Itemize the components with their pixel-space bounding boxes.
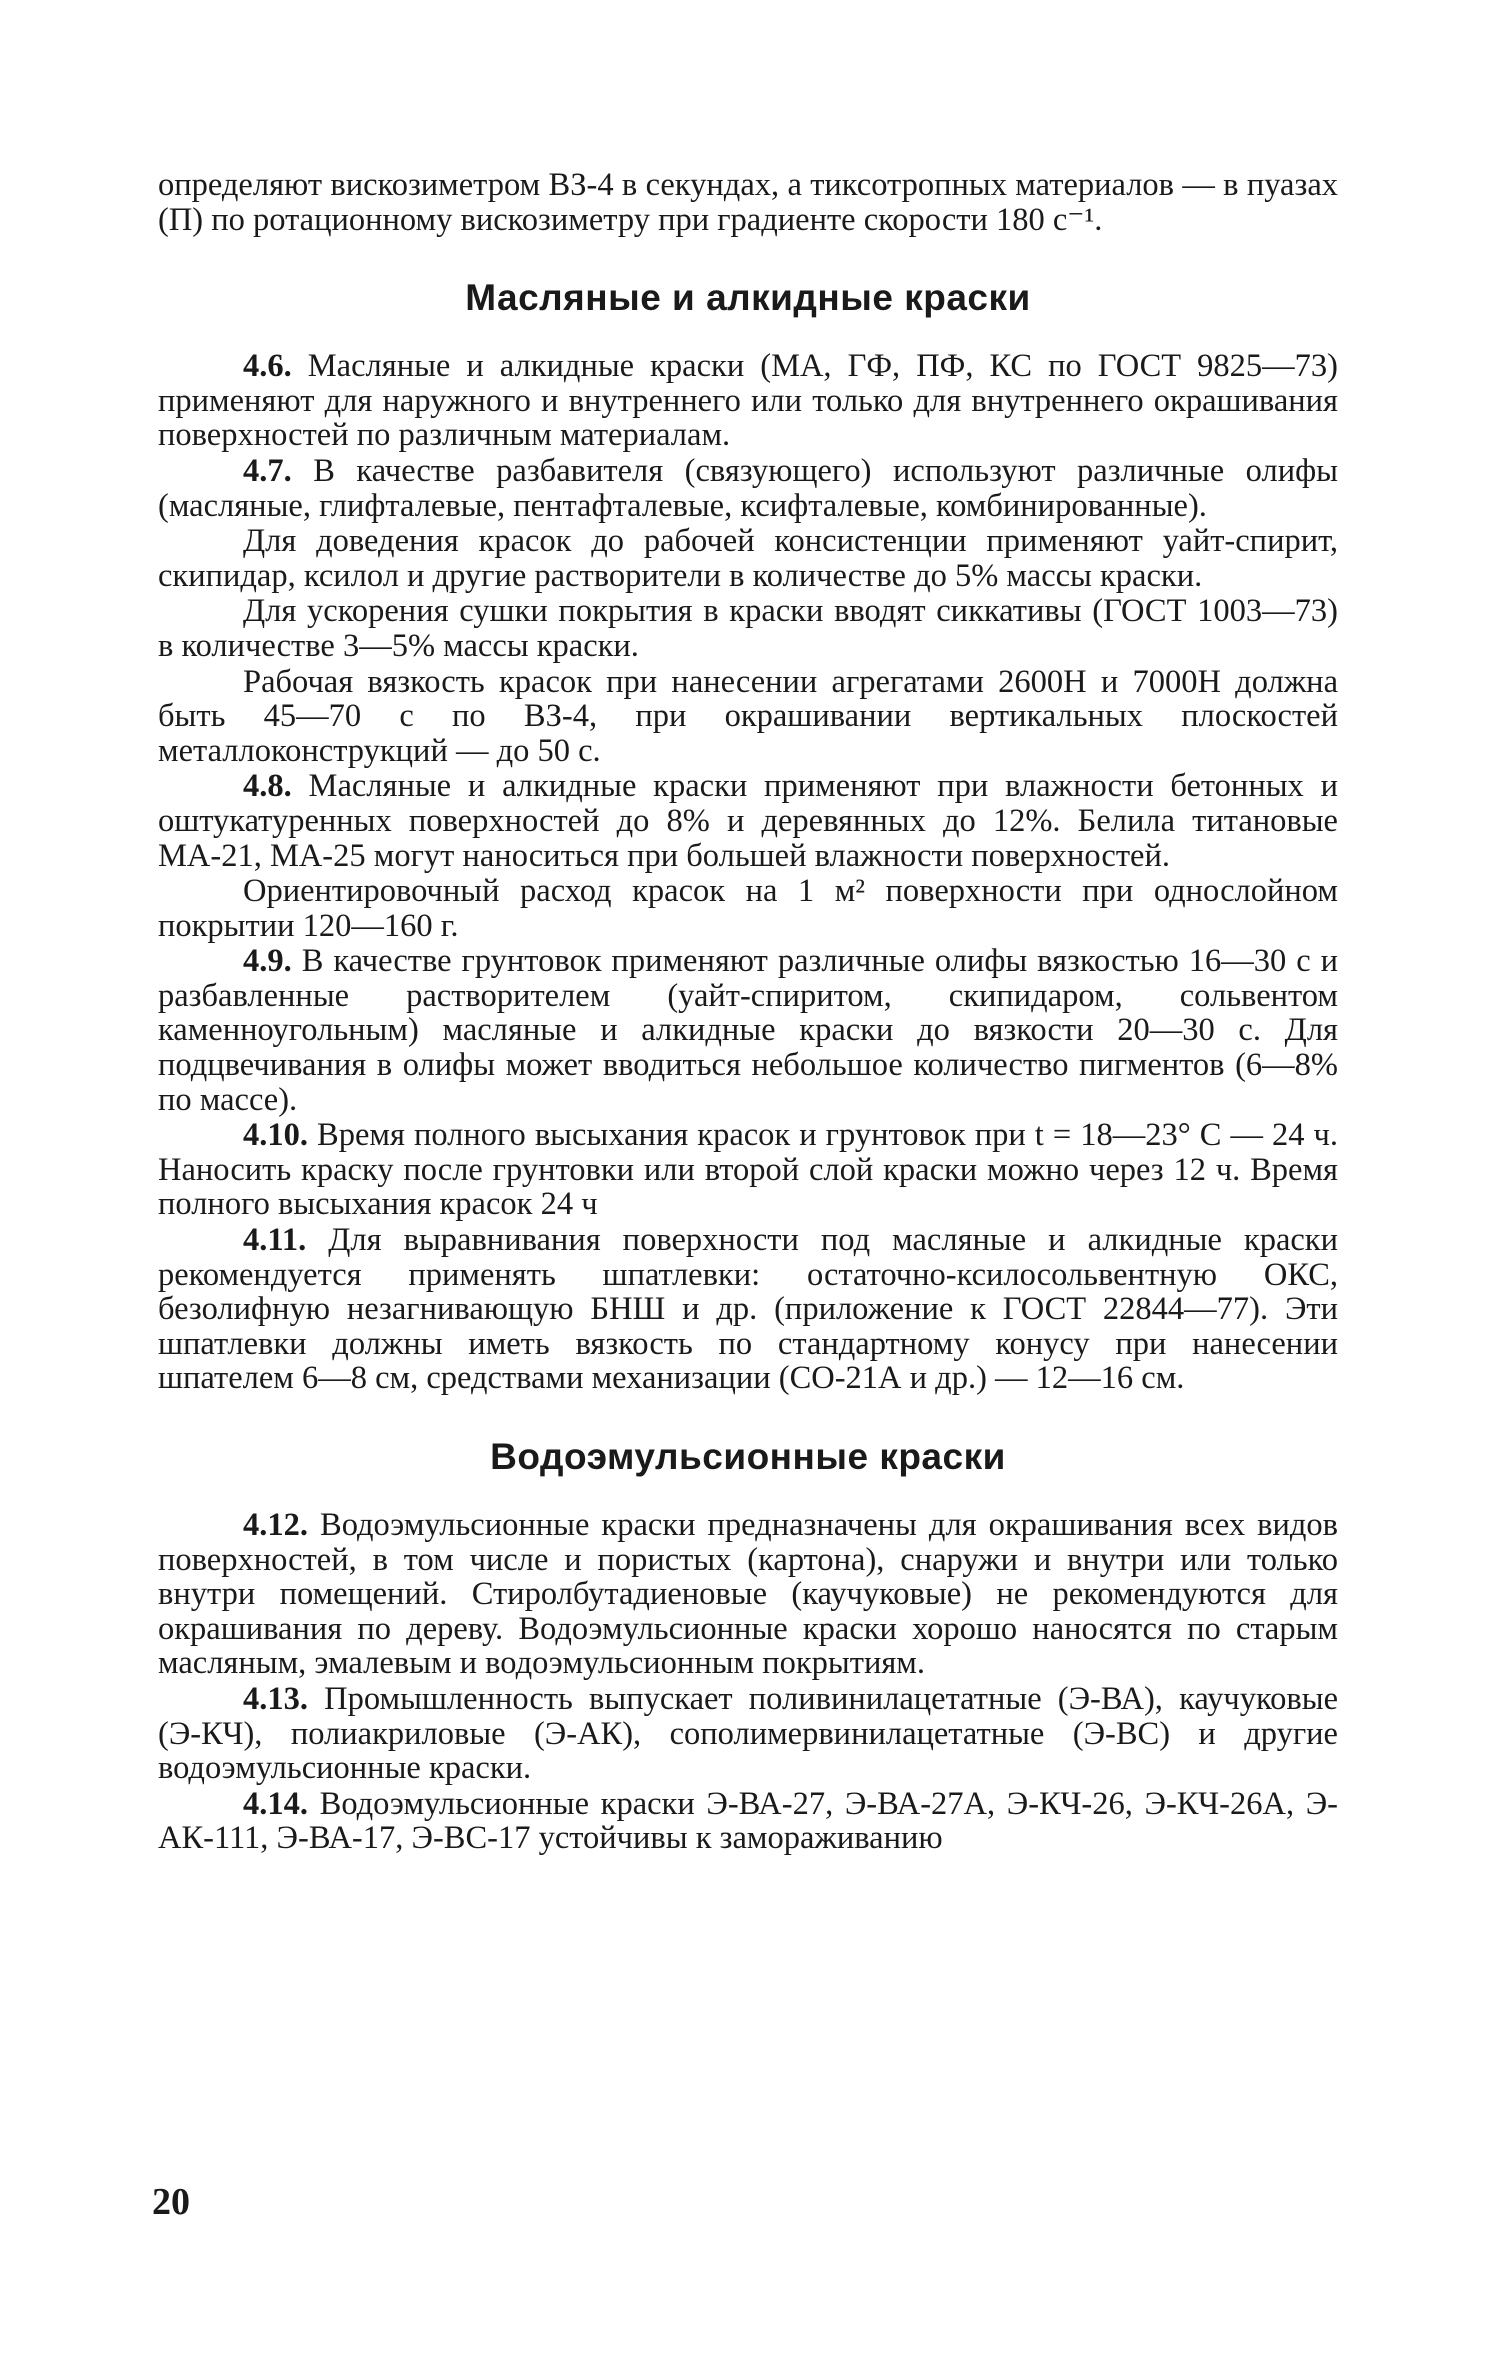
section-number: 4.10. xyxy=(243,1117,308,1154)
paragraph-4-11 xyxy=(158,1223,1338,1396)
paragraph-4-14 xyxy=(158,1787,1338,1856)
paragraph-4-10 xyxy=(158,1118,1338,1222)
paragraph-4-8 xyxy=(158,769,1338,873)
paragraph-text: Для выравнивания поверхности под масляные и алкидные краски рекомендуется применять шпатлевки: остаточно-ксилосольвентную ОКС, безолифную незагнивающую БНШ и др. (приложение к ГОСТ 22844—77). Эти шпатлевки должны иметь вязкость по стандартному конусу при нанесении шпателем 6—8 см, средствами механизации (СО-21А и др.) — 12—16 см. xyxy=(158,1222,1338,1397)
section-water-emulsion-paints xyxy=(158,1508,1338,1856)
paragraph-4-6 xyxy=(158,349,1338,453)
section-number: 4.14. xyxy=(243,1785,308,1822)
section-number: 4.9. xyxy=(243,943,292,980)
paragraph-text: Водоэмульсионные краски Э-ВА-27, Э-ВА-27А, Э-КЧ-26, Э-КЧ-26А, Э-АК-111, Э-ВА-17, Э-ВС-17 устойчивы к замораживанию xyxy=(158,1785,1338,1857)
paragraph-4-7 xyxy=(158,454,1338,523)
paragraph-viscosity xyxy=(158,665,1338,769)
section-heading-water-emulsion-paints: Водоэмульсионные краски xyxy=(490,1436,1006,1477)
section-number: 4.7. xyxy=(243,452,292,489)
intro-paragraph: определяют вискозиметром ВЗ-4 в секундах, а тиксотропных материалов — в пуазах (П) по ротационному вискозиметру при градиенте скорости 180 с⁻¹. xyxy=(158,167,1338,238)
paragraph-text: Масляные и алкидные краски (МА, ГФ, ПФ, КС по ГОСТ 9825—73) применяют для наружного и внутреннего или только для внутреннего окрашивания поверхностей по различным материалам. xyxy=(158,348,1338,454)
paragraph-text: Ориентировочный расход красок на 1 м² поверхности при однослойном покрытии 120—160 г. xyxy=(158,873,1338,944)
paragraph-text: Для доведения красок до рабочей консистенции применяют уайт-спирит, скипидар, ксилол и другие растворители в количестве до 5% массы краски. xyxy=(158,523,1338,594)
paragraph-text: В качестве разбавителя (связующего) используют различные олифы (масляные, глифталевые, пентафталевые, ксифталевые, комбинированные). xyxy=(158,452,1338,524)
paragraph-text: В качестве грунтовок применяют различные олифы вязкостью 16—30 с и разбавленные растворителем (уайт-спиритом, скипидаром, сольвентом каменноугольным) масляные и алкидные краски до вязкости 20—30 с. Для подцвечивания в олифы может вводиться небольшое количество пигментов (6—8% по массе). xyxy=(158,943,1338,1118)
paragraph-siccatives xyxy=(158,594,1338,663)
paragraph-thinners xyxy=(158,524,1338,593)
paragraph-text: Водоэмульсионные краски предназначены для окрашивания всех видов поверхностей, в том числе и пористых (картона), снаружи и внутри или только внутри помещений. Стиролбутадиеновые (каучуковые) не рекомендуются для окрашивания по дереву. Водоэмульсионные краски хорошо наносятся по старым масляным, эмалевым и водоэмульсионным покрытиям. xyxy=(158,1507,1338,1682)
paragraph-text: Промышленность выпускает поливинилацетатные (Э-ВА), каучуковые (Э-КЧ), полиакриловые (Э-АК), сополимервинилацетатные (Э-ВС) и другие водоэмульсионные краски. xyxy=(158,1680,1338,1787)
section-number: 4.12. xyxy=(243,1507,308,1543)
section-number: 4.13. xyxy=(243,1680,308,1717)
paragraph-4-12 xyxy=(158,1508,1338,1681)
paragraph-4-9 xyxy=(158,944,1338,1117)
paragraph-text: Время полного высыхания красок и грунтовок при t = 18—23° С — 24 ч. Наносить краску после грунтовки или второй слой краски можно через 12 ч. Время полного высыхания красок 24 ч xyxy=(158,1117,1338,1223)
paragraph-text: Рабочая вязкость красок при нанесении агрегатами 2600Н и 7000Н должна быть 45—70 с по ВЗ-4, при окрашивании вертикальных плоскостей металлоконструкций — до 50 с. xyxy=(158,663,1338,769)
page-number: 20 xyxy=(152,2181,190,2223)
section-number: 4.8. xyxy=(243,768,292,805)
section-number: 4.6. xyxy=(243,348,292,385)
page-body xyxy=(158,168,1338,1856)
section-heading-oil-paints: Масляные и алкидные краски xyxy=(465,277,1031,319)
section-oil-paints xyxy=(158,349,1338,1396)
section-number: 4.11. xyxy=(243,1222,307,1259)
paragraph-text: Масляные и алкидные краски применяют при влажности бетонных и оштукатуренных поверхностей до 8% и деревянных до 12%. Белила титановые МА-21, МА-25 могут наноситься при большей влажности поверхностей. xyxy=(158,768,1338,874)
paragraph-consumption xyxy=(158,874,1338,943)
paragraph-4-13 xyxy=(158,1682,1338,1786)
paragraph-text: Для ускорения сушки покрытия в краски вводят сиккативы (ГОСТ 1003—73) в количестве 3—5% массы краски. xyxy=(158,593,1338,664)
